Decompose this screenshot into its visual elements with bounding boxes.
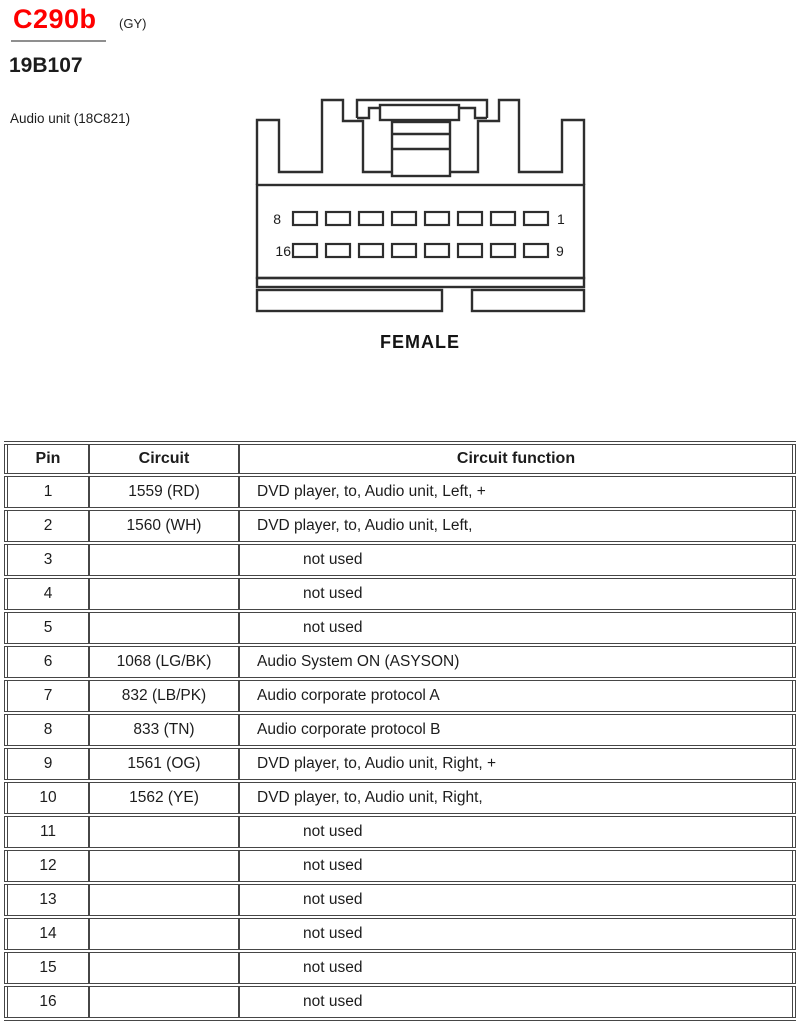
table-row [6,713,794,747]
pin-cell: 10 [6,781,89,815]
circuit-function-cell: Audio corporate protocol A [239,679,794,713]
pin-slot [392,212,416,225]
pin-slot [491,244,515,257]
pin-slot [425,212,449,225]
circuit-function-cell: DVD player, to, Audio unit, Right, [239,781,794,815]
connector-gender-label: FEMALE [380,332,460,352]
circuit-cell [89,951,239,985]
pin-slot [293,212,317,225]
circuit-cell: 832 (LB/PK) [89,679,239,713]
pin-number-label: 9 [556,243,564,259]
connector-body [257,185,584,311]
table-row [6,645,794,679]
circuit-cell [89,985,239,1019]
circuit-function-cell: not used [239,883,794,917]
table-row [6,781,794,815]
pin-cell: 1 [6,475,89,509]
circuit-cell [89,883,239,917]
circuit-function-cell: not used [239,917,794,951]
table-row [6,611,794,645]
pin-cell: 7 [6,679,89,713]
pin-slot [524,244,548,257]
pin-table [4,441,796,1021]
pin-cell: 6 [6,645,89,679]
pin-slot [359,212,383,225]
pin-number-label: 8 [273,211,281,227]
connector-top-profile [257,100,584,185]
pin-cell: 9 [6,747,89,781]
circuit-function-cell: DVD player, to, Audio unit, Right, + [239,747,794,781]
circuit-function-cell: not used [239,543,794,577]
circuit-function-cell: not used [239,985,794,1019]
circuit-function-cell: Audio System ON (ASYSON) [239,645,794,679]
column-header-pin: Pin [6,443,89,475]
table-row [6,917,794,951]
pin-table-body [6,475,794,1019]
pin-table-header [6,443,794,475]
pin-number-label: 1 [557,211,565,227]
pin-slot [458,212,482,225]
circuit-cell: 1562 (YE) [89,781,239,815]
circuit-cell: 1560 (WH) [89,509,239,543]
circuit-function-cell: not used [239,611,794,645]
connector-color-code: (GY) [119,16,147,31]
circuit-function-cell: DVD player, to, Audio unit, Left, + [239,475,794,509]
part-number: 19B107 [9,54,83,77]
pin-slot [524,212,548,225]
table-row [6,985,794,1019]
header-row [6,443,794,475]
circuit-cell: 1559 (RD) [89,475,239,509]
table-row [6,509,794,543]
pin-slot [491,212,515,225]
table-row [6,543,794,577]
table-row [6,747,794,781]
connector-diagram [0,0,800,370]
pin-cell: 12 [6,849,89,883]
pin-cell: 3 [6,543,89,577]
pin-cell: 16 [6,985,89,1019]
circuit-function-cell: Audio corporate protocol B [239,713,794,747]
pin-cell: 2 [6,509,89,543]
pin-cell: 15 [6,951,89,985]
circuit-cell: 1561 (OG) [89,747,239,781]
circuit-cell: 833 (TN) [89,713,239,747]
circuit-cell [89,611,239,645]
circuit-cell [89,577,239,611]
pin-slot [359,244,383,257]
circuit-function-cell: not used [239,849,794,883]
pin-slot [326,212,350,225]
pin-cell: 14 [6,917,89,951]
circuit-function-cell: not used [239,951,794,985]
table-row [6,849,794,883]
table-row [6,577,794,611]
table-row [6,475,794,509]
column-header-circuit: Circuit [89,443,239,475]
circuit-function-cell: DVD player, to, Audio unit, Left, [239,509,794,543]
pin-slot [392,244,416,257]
circuit-cell [89,917,239,951]
pin-slot [293,244,317,257]
pin-slot [458,244,482,257]
pin-cell: 11 [6,815,89,849]
pin-cell: 4 [6,577,89,611]
table-row [6,815,794,849]
circuit-function-cell: not used [239,815,794,849]
circuit-cell [89,543,239,577]
pin-slot [425,244,449,257]
pin-cell: 8 [6,713,89,747]
component-label: Audio unit (18C821) [10,111,131,126]
connector-id: C290b [13,4,97,34]
pin-cell: 13 [6,883,89,917]
column-header-circuit-function: Circuit function [239,443,794,475]
circuit-cell: 1068 (LG/BK) [89,645,239,679]
table-row [6,951,794,985]
circuit-function-cell: not used [239,577,794,611]
circuit-cell [89,815,239,849]
pin-cell: 5 [6,611,89,645]
pin-number-label: 16 [275,243,291,259]
pin-slot [326,244,350,257]
table-row [6,679,794,713]
pin-grid [293,212,548,257]
table-row [6,883,794,917]
circuit-cell [89,849,239,883]
